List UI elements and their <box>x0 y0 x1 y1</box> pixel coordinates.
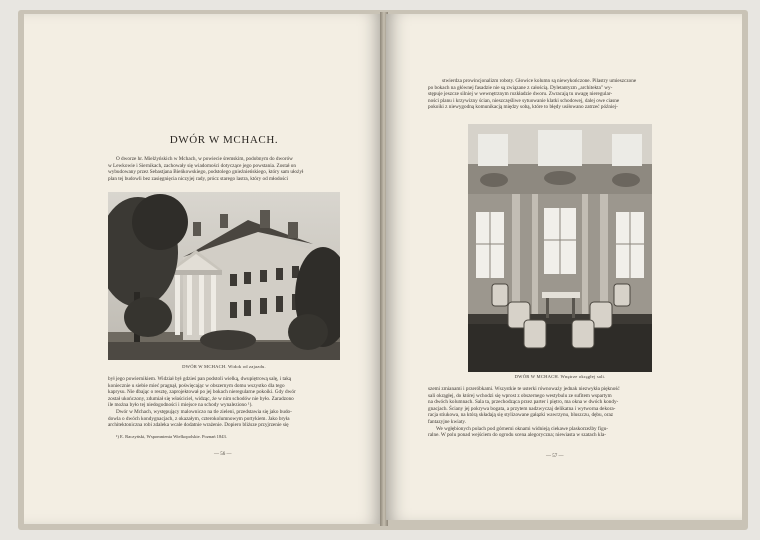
body-paragraph <box>428 386 700 439</box>
text-line: Dwór w Mchach, występujący malowniczo na tle zieleni, przedstawia się jako budo- <box>116 408 292 415</box>
intro-paragraph <box>108 156 358 182</box>
page-number: — 57 — <box>546 454 564 459</box>
text-line: ile można było tej niedogodności i miejsce na schody wynaleziono ¹). <box>108 402 253 409</box>
text-line: szemi zmianami i przeróbkami. Wszystkie te usterki równoważy jednak niezwykła piękność <box>428 386 620 392</box>
text-line: architektoniczna robi zdaleka wcale dodatnie wrażenie. Dopiero bliższe przyjrzenie się <box>108 422 289 429</box>
body-paragraph <box>108 376 358 429</box>
text-line: ności planu i krzywizny ścian, nieszczęśliwe sytuowanie klatki schodowej, dalej owe ciasne <box>428 97 620 104</box>
text-line: był jego powiernikiem. Widział był gdzieś pan podstoli wielką, dwupiętrową salę, i taką <box>108 376 292 382</box>
text-line: koniecznie u siebie mieć pragnął, poświęcając w obszernym domu wszystko dla tego <box>108 382 285 389</box>
page-title: DWÓR W MCHACH. <box>169 134 279 146</box>
text-line: został ukończony, zdumiał się właściciel, widząc, że w nim schodów nie było. Zaradzono <box>108 395 294 402</box>
manor-exterior-photo <box>108 192 340 360</box>
text-line: O dworze hr. Mielżyńskich w Mchach, w powiecie śremskim, podobnym do dworów <box>116 156 293 162</box>
text-line: pokoiki z niewygodną komunikacją między sobą, które to błędy usiłowano zatrzeć później- <box>428 104 618 111</box>
text-line: fantazyjne kwiaty. <box>428 418 466 425</box>
text-line: stwierdza prowincjonalizm roboty. Głowice kolumn są niewykończone. Pilastry umieszczone <box>442 78 637 84</box>
text-line: gnacjach. Ściany jej pokrywa bogata, a przytem nadzwyczaj delikatna i wytworna dekora- <box>428 405 616 412</box>
text-line: plan tej budowli bez zasięgnięcia niczyjej rady, prócz starego lastra, który od młodości <box>108 175 289 182</box>
footnote: ¹) E. Raczyński, Wspomnienia Wielkopolskie. Poznań 1843. <box>116 434 227 439</box>
text-line: na dwóch kolumnach. Sala ta, przechodząca przez parter i piętro, ma okna w dwóch kondy- <box>428 399 619 406</box>
text-line: ralne. W polu ponad wejściem do ogrodu scena alegoryczna; niewiasta w szatach kla- <box>428 432 606 439</box>
text-line: w Lewkowie i Siernikach, zachowały się wiadomości dotyczące jego powstania. Został on <box>108 162 296 169</box>
text-line: po bokach na głównej fasadzie nie są związane z całością. Dyletantyzm „architekta" wy- <box>428 84 613 91</box>
left-page <box>24 14 382 524</box>
right-page <box>386 14 742 520</box>
text-line: We wgłębionych polach pod górnemi oknami widnieją ciekawe plaskorzeźby figu- <box>436 425 609 432</box>
text-line: racja stiukowa, na którą składają się stylizowane gałązki wawrzynu, bluszczu, dębu, oraz <box>428 412 614 419</box>
round-hall-interior-photo <box>468 124 652 372</box>
text-line: stępuje jeszcze silniej w wewnętrznym rozkładzie dworu. Zwracają tu uwagę nieregular- <box>428 91 613 98</box>
text-line: kaprysu. Nie dbając o resztę, zaprojektował po jej bokach nieregularne pokoiki. Gdy dwór <box>108 389 296 396</box>
top-paragraph <box>428 78 700 111</box>
text-line: sali okrągłej, do której wchodzi się wprost z obszernego westybulu ze sufitem wspartym <box>428 392 612 399</box>
photo-caption: DWÓR W MCHACH. Widok od zajazdu. <box>182 364 266 369</box>
photo-caption: DWÓR W MCHACH. Wnętrze okrągłej sali. <box>514 374 606 379</box>
page-number: — 56 — <box>214 452 232 457</box>
text-line: dowla o dwóch kondygnacjach, z okazałym, czterokolumnowym portykiem. Jako bryła <box>108 415 290 422</box>
text-line: wybudowany przez Sebastjana Bieńkowskiego, podstolego gnieźnieńskiego, który sam ułożył <box>108 169 304 176</box>
